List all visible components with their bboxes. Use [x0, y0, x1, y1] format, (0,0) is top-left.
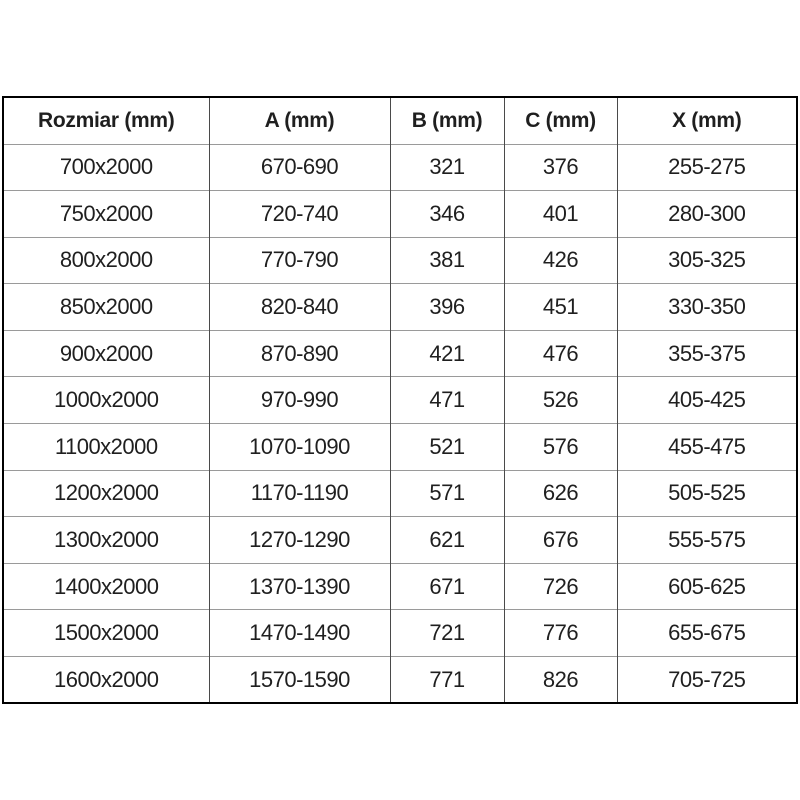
table-cell: 820-840 — [209, 284, 390, 331]
table-row — [3, 517, 797, 564]
table-cell: 471 — [390, 377, 504, 424]
table-cell: 1570-1590 — [209, 657, 390, 704]
table-cell: 1000x2000 — [3, 377, 209, 424]
table-cell: 571 — [390, 470, 504, 517]
table-cell: 521 — [390, 424, 504, 471]
table-cell: 770-790 — [209, 237, 390, 284]
table-cell: 305-325 — [617, 237, 797, 284]
table-cell: 346 — [390, 191, 504, 238]
table-cell: 800x2000 — [3, 237, 209, 284]
table-cell: 670-690 — [209, 144, 390, 191]
table-cell: 655-675 — [617, 610, 797, 657]
table-row — [3, 470, 797, 517]
table-cell: 1170-1190 — [209, 470, 390, 517]
table-cell: 705-725 — [617, 657, 797, 704]
table-cell: 421 — [390, 330, 504, 377]
size-specification-table — [2, 96, 798, 704]
table-cell: 1070-1090 — [209, 424, 390, 471]
table-cell: 1370-1390 — [209, 563, 390, 610]
table-cell: 826 — [504, 657, 617, 704]
table-cell: 671 — [390, 563, 504, 610]
table-row — [3, 330, 797, 377]
table-cell: 355-375 — [617, 330, 797, 377]
table-cell: 396 — [390, 284, 504, 331]
table-cell: 381 — [390, 237, 504, 284]
table-cell: 280-300 — [617, 191, 797, 238]
table-row — [3, 377, 797, 424]
table-cell: 776 — [504, 610, 617, 657]
table-cell: 321 — [390, 144, 504, 191]
size-table-container — [2, 96, 796, 704]
table-cell: 850x2000 — [3, 284, 209, 331]
table-cell: 455-475 — [617, 424, 797, 471]
table-row — [3, 284, 797, 331]
header-cell: C (mm) — [504, 97, 617, 144]
table-cell: 1270-1290 — [209, 517, 390, 564]
table-cell: 1100x2000 — [3, 424, 209, 471]
table-row — [3, 563, 797, 610]
table-cell: 1200x2000 — [3, 470, 209, 517]
table-cell: 1470-1490 — [209, 610, 390, 657]
header-cell: X (mm) — [617, 97, 797, 144]
table-cell: 426 — [504, 237, 617, 284]
table-cell: 555-575 — [617, 517, 797, 564]
table-cell: 401 — [504, 191, 617, 238]
table-cell: 676 — [504, 517, 617, 564]
table-body — [3, 144, 797, 703]
table-cell: 576 — [504, 424, 617, 471]
header-cell: B (mm) — [390, 97, 504, 144]
table-row — [3, 610, 797, 657]
table-row — [3, 144, 797, 191]
table-cell: 750x2000 — [3, 191, 209, 238]
table-cell: 526 — [504, 377, 617, 424]
table-cell: 376 — [504, 144, 617, 191]
table-cell: 870-890 — [209, 330, 390, 377]
header-cell: Rozmiar (mm) — [3, 97, 209, 144]
table-cell: 1500x2000 — [3, 610, 209, 657]
table-cell: 970-990 — [209, 377, 390, 424]
table-cell: 626 — [504, 470, 617, 517]
table-cell: 720-740 — [209, 191, 390, 238]
table-cell: 900x2000 — [3, 330, 209, 377]
table-cell: 405-425 — [617, 377, 797, 424]
table-row — [3, 657, 797, 704]
header-cell: A (mm) — [209, 97, 390, 144]
table-cell: 700x2000 — [3, 144, 209, 191]
table-cell: 330-350 — [617, 284, 797, 331]
table-cell: 451 — [504, 284, 617, 331]
header-row — [3, 97, 797, 144]
table-row — [3, 191, 797, 238]
table-row — [3, 237, 797, 284]
table-cell: 1300x2000 — [3, 517, 209, 564]
table-cell: 505-525 — [617, 470, 797, 517]
table-cell: 605-625 — [617, 563, 797, 610]
table-cell: 771 — [390, 657, 504, 704]
table-cell: 1600x2000 — [3, 657, 209, 704]
table-cell: 476 — [504, 330, 617, 377]
table-row — [3, 424, 797, 471]
table-cell: 726 — [504, 563, 617, 610]
table-cell: 255-275 — [617, 144, 797, 191]
table-cell: 1400x2000 — [3, 563, 209, 610]
table-cell: 721 — [390, 610, 504, 657]
table-cell: 621 — [390, 517, 504, 564]
